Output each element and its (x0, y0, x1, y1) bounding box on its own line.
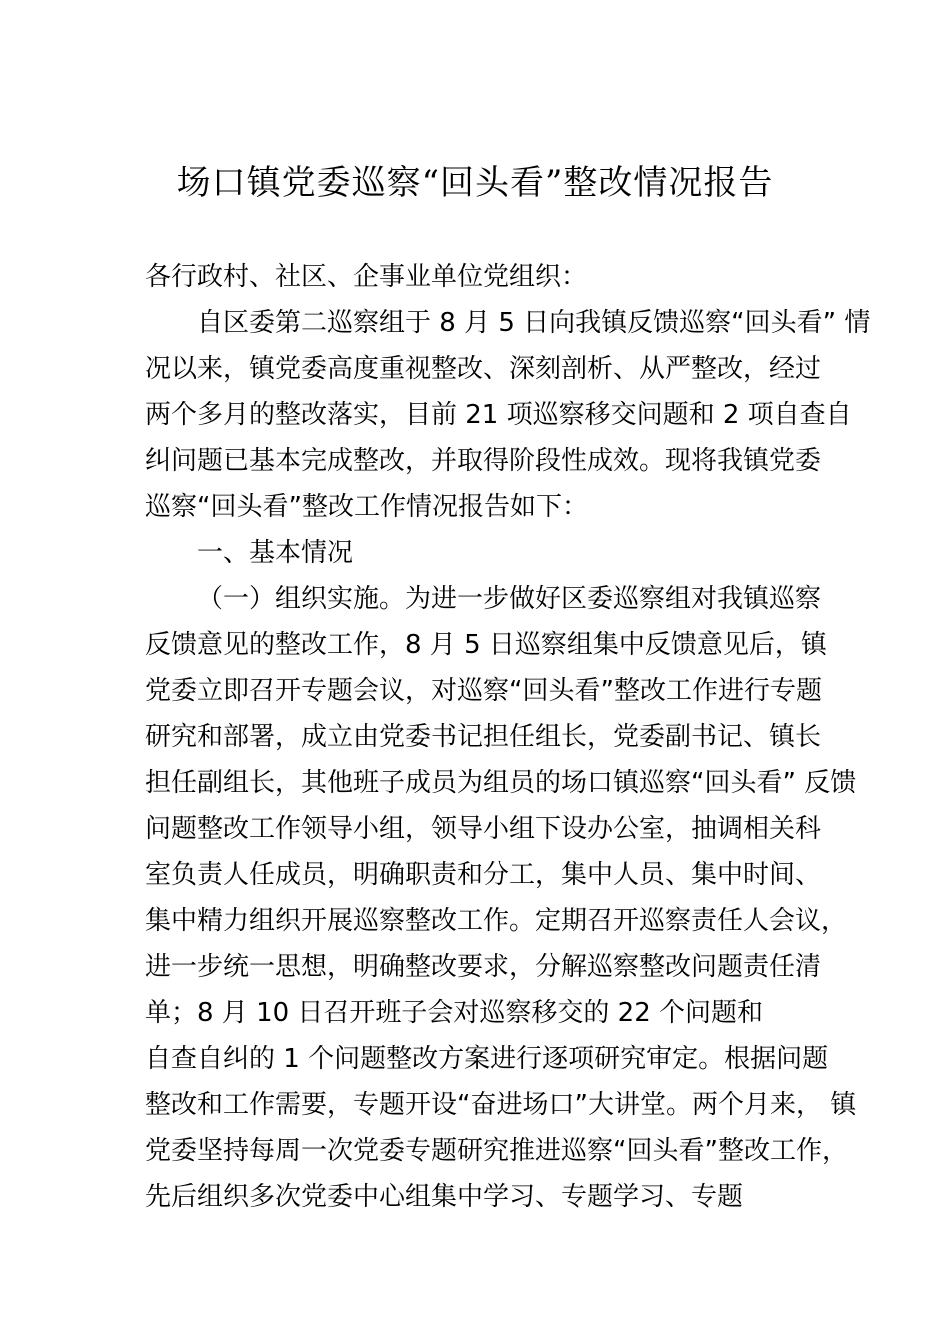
paragraph-line: 整改和工作需要，专题开设“奋进场口”大讲堂。两个月来， 镇 (145, 1090, 857, 1120)
paragraph-line: 两个多月的整改落实，目前 21 项巡察移交问题和 2 项自查自 (145, 400, 852, 430)
paragraph-line: 反馈意见的整改工作，8 月 5 日巡察组集中反馈意见后，镇 (145, 630, 827, 660)
paragraph-line: 纠问题已基本完成整改，并取得阶段性成效。现将我镇党委 (145, 446, 822, 476)
paragraph-line: 单；8 月 10 日召开班子会对巡察移交的 22 个问题和 (145, 998, 764, 1028)
paragraph-line: 进一步统一思想，明确整改要求，分解巡察整改问题责任清 (145, 952, 822, 982)
paragraph-line: 一、基本情况 (197, 538, 354, 568)
paragraph-line: 况以来，镇党委高度重视整改、深刻剖析、从严整改，经过 (145, 354, 822, 384)
paragraph-line: 集中精力组织开展巡察整改工作。定期召开巡察责任人会议， (145, 906, 848, 936)
paragraph-line: 党委立即召开专题会议，对巡察“回头看”整改工作进行专题 (145, 676, 822, 706)
document-title: 场口镇党委巡察“回头看”整改情况报告 (176, 163, 774, 203)
paragraph-line: 各行政村、社区、企事业单位党组织： (145, 262, 588, 292)
paragraph-line: 室负责人任成员，明确职责和分工，集中人员、集中时间、 (145, 860, 822, 890)
paragraph-line: （一）组织实施。为进一步做好区委巡察组对我镇巡察 (197, 584, 822, 614)
paragraph-line: 研究和部署，成立由党委书记担任组长，党委副书记、镇长 (145, 722, 822, 752)
document-body (145, 254, 871, 1220)
paragraph-line: 问题整改工作领导小组，领导小组下设办公室，抽调相关科 (145, 814, 822, 844)
paragraph-line: 巡察“回头看”整改工作情况报告如下： (145, 492, 588, 522)
paragraph-line: 自查自纠的 1 个问题整改方案进行逐项研究审定。根据问题 (145, 1044, 829, 1074)
paragraph-line: 自区委第二巡察组于 8 月 5 日向我镇反馈巡察“回头看” 情 (197, 308, 871, 338)
paragraph-line: 担任副组长，其他班子成员为组员的场口镇巡察“回头看” 反馈 (145, 768, 857, 798)
paragraph-line: 先后组织多次党委中心组集中学习、专题学习、专题 (145, 1182, 744, 1212)
paragraph-line: 党委坚持每周一次党委专题研究推进巡察“回头看”整改工作， (145, 1136, 848, 1166)
